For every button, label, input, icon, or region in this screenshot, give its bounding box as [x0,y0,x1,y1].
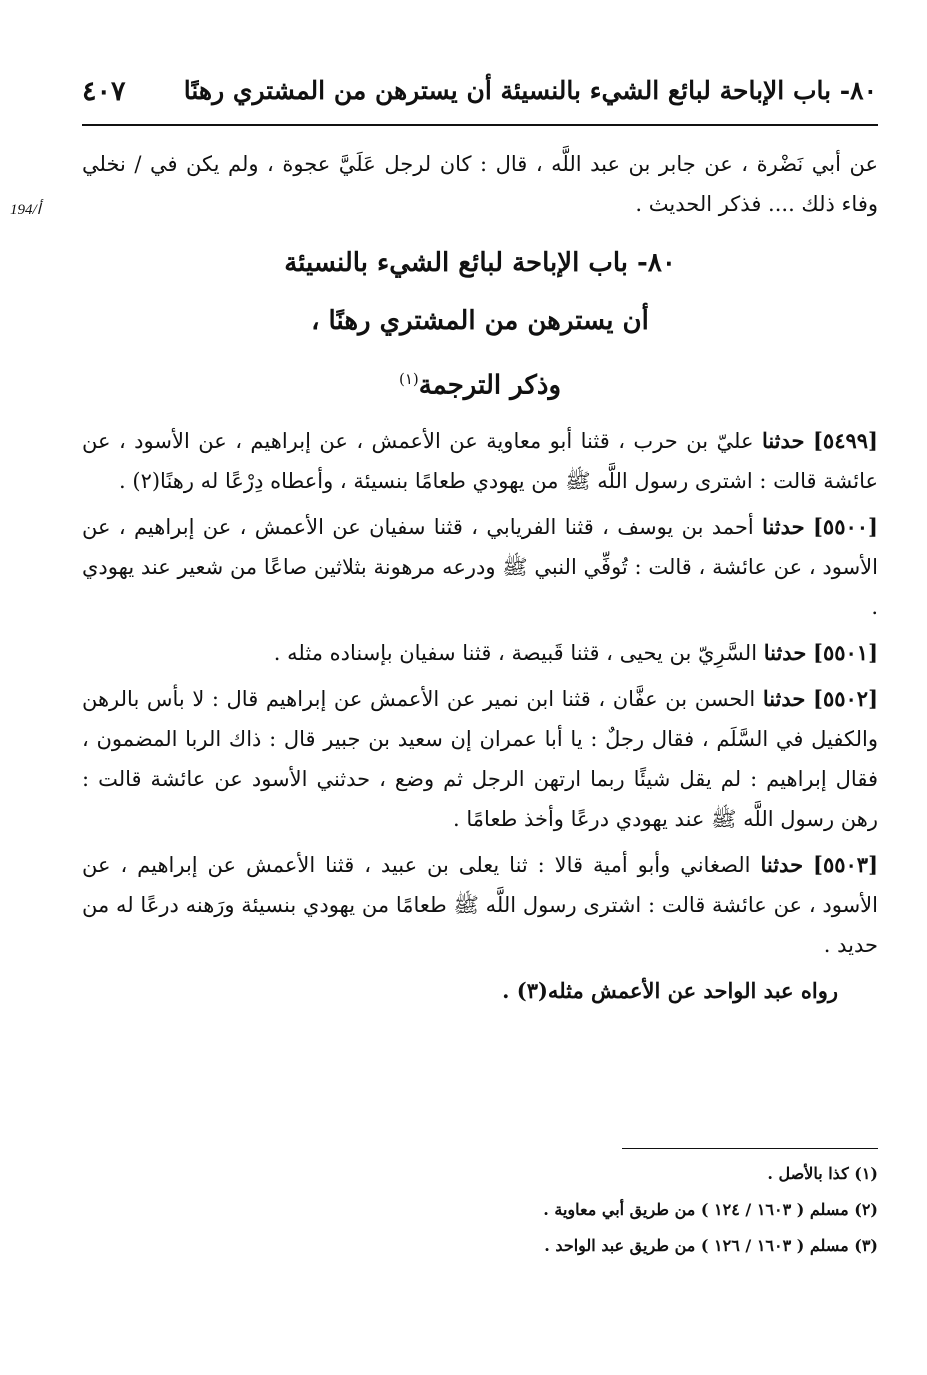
chapter-heading-line-2: أن يسترهن من المشتري رهنًا ، [311,306,649,336]
hadith-text: أحمد بن يوسف ، قثنا الفريابي ، قثنا سفيان عن الأعمش ، عن إبراهيم ، عن الأسود ، عن عائشة ، قالت : تُوفِّي النبي ﷺ ودرعه مرهونة بثلاثين صاعًا من شعير عند يهودي . [82,514,878,619]
footnote-1: (١) كذا بالأصل . [767,1164,878,1183]
hadith-keyword: حدثنا [763,639,807,665]
hadith-number: [٥٥٠٣] [813,851,878,877]
closing-line: رواه عبد الواحد عن الأعمش مثله(٣) . [502,977,838,1003]
footnote-marker: (١) [398,370,419,388]
hadith-keyword: حدثنا [762,513,805,539]
chapter-heading-line-3 [82,350,878,415]
footnote-divider [622,1148,878,1149]
hadith-paragraph [82,845,878,965]
hadith-keyword: حدثنا [761,427,805,453]
hadith-text: عليّ بن حرب ، قثنا أبو معاوية عن الأعمش ، عن إبراهيم ، عن الأسود ، عن عائشة قالت : اشترى رسول اللَّه ﷺ من يهودي طعامًا بنسيئة ، وأعطاه دِرْعًا له رهنًا(٢) . [82,428,878,493]
hadith-paragraph [82,507,878,627]
hadith-text: الصغاني وأبو أمية قالا : ثنا يعلى بن عبيد ، قثنا الأعمش عن إبراهيم ، عن الأسود ، عن عائشة قالت : اشترى رسول اللَّه ﷺ طعامًا من يهودي بنسيئة ورَهنه درعًا له من حديد . [82,852,878,957]
hadith-number: [٥٤٩٩] [812,427,878,453]
hadith-text: الحسن بن عفَّان ، قثنا ابن نمير عن الأعمش عن إبراهيم قال : لا بأس بالرهن والكفيل في السَّلَم ، فقال رجلٌ : يا أبا عمران إن سعيد بن جبير قال : ذاك الربا المضمون ، فقال إبراهيم : لم يقل شيئًا ربما ارتهن الرجل ثم وضع ، حدثني الأسود عن عائشة قالت : رهن رسول اللَّه ﷺ عند يهودي درعًا وأخذ طعامًا . [82,686,878,831]
hadith-paragraph [82,679,878,839]
intro-paragraph: عن أبي نَضْرة ، عن جابر بن عبد اللَّه ، قال : كان لرجل عَلَيَّ عجوة ، ولم يكن في / نخلي وفاء ذلك .... فذكر الحديث . [82,152,878,216]
footnotes [82,1156,878,1264]
hadith-number: [٥٥٠١] [813,639,878,665]
margin-manuscript-reference: 194/أ [10,202,41,218]
header-divider [82,124,878,126]
main-text [82,144,878,1011]
footnote-2: (٢) مسلم ( ١٦٠٣ / ١٢٤ ) من طريق أبي معاوية . [543,1200,878,1219]
hadith-number: [٥٥٠٠] [812,513,878,539]
running-header [82,76,877,126]
chapter-heading-line-3-text: وذكر الترجمة [418,370,562,401]
page-number: ٤٠٧ [82,76,126,107]
chapter-heading-line-1: ٨٠- باب الإباحة لبائع الشيء بالنسيئة [284,248,676,278]
hadith-text: السَّرِيّ بن يحيى ، قثنا قَبيصة ، قثنا سفيان بإسناده مثله . [273,640,758,665]
hadith-paragraph [82,633,878,673]
hadith-keyword: حدثنا [760,851,804,877]
hadith-keyword: حدثنا [762,685,806,711]
footnote-3: (٣) مسلم ( ١٦٠٣ / ١٢٦ ) من طريق عبد الواحد . [544,1236,878,1255]
running-header-title: ٨٠- باب الإباحة لبائع الشيء بالنسيئة أن يسترهن من المشتري رهنًا [183,76,877,105]
chapter-heading [82,234,878,415]
hadith-paragraph [82,421,878,501]
hadith-number: [٥٥٠٢] [813,685,878,711]
